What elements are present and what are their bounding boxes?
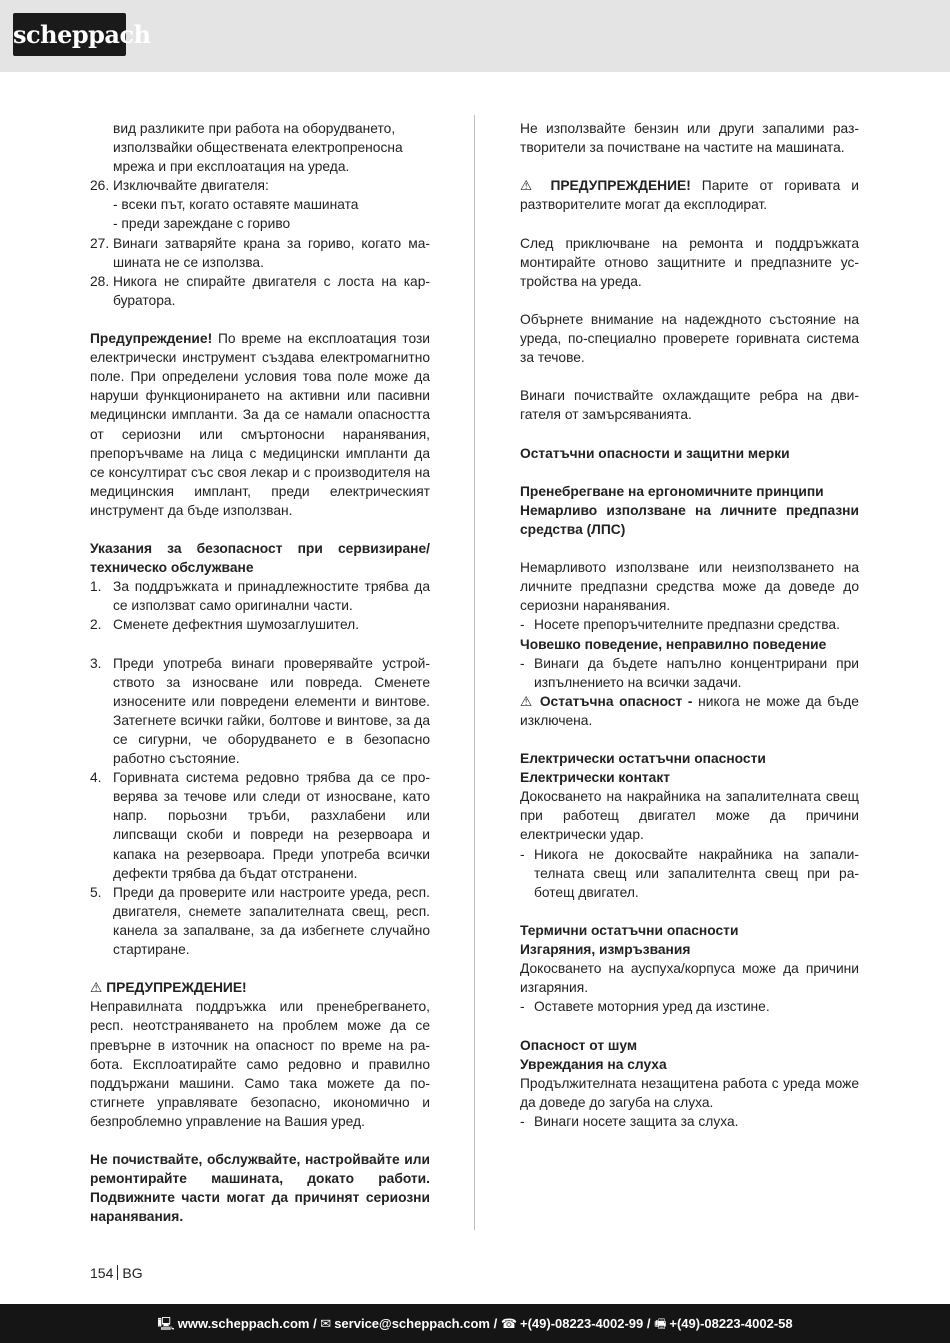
ppe-dash-item [520,615,859,634]
noise-dash-item [520,1112,859,1131]
fax-icon: 🖷 [654,1316,667,1331]
left-column [90,119,430,1226]
list-text: Сменете дефектния шумозаглушител. [113,617,360,633]
list-item-26 [90,176,430,195]
noise-text: Продължителната незащитена работа с уреда може да доведе до загуба на слуха. [520,1075,859,1110]
list-number: 2. [90,617,102,633]
list-number: 28. [90,273,110,289]
residual-risks-heading: Остатъчни опасности и защитни мерки [520,445,790,461]
emf-warning-text: По време на експлоатация този електрически инструмент създава електромагнитно поле. При определени условия това поле може да наруши функционирането на активни или пасивни медицински импланти. За да се намали опасността от сериозни или смъртоносни наранявания, препоръчваме на лица с медицински импланти да се консултират със своя лекар и с производителя на медицинския имплант, преди електрическият инструмент да бъде използван. [90,331,430,518]
thermal-risks-heading: Термични остатъчни опасности [520,922,739,938]
footer-website: www.scheppach.com [177,1316,310,1331]
thermal-dash-item [520,997,859,1016]
footer-separator: / [489,1316,501,1331]
solvent-paragraph: Не използвайте бензин или други запалими разтворители за почистване на частите на машината. [520,121,859,156]
footer-separator: / [643,1316,655,1331]
service-item-1 [90,577,430,615]
reinstall-guards-paragraph: След приключване на ремонта и поддръжката монтирайте отново защитните и предпазните устройства на уреда. [520,235,859,289]
footer-email: service@scheppach.com [334,1316,490,1331]
list-text: Горивната система редовно трябва да се проверява за течове или следи от износване, като напр. порьозни тръби, разхлабени или липсващи скоби и повреди на резервоара и капака на резервоара. Преди употреба всички дефекти трябва да бъдат отстранени. [113,770,430,881]
service-item-2 [90,615,430,634]
dash-text: Оставете моторния уред да изстине. [534,999,770,1015]
list-text: Винаги затваряйте крана за гориво, когато машината не се използва. [113,235,430,270]
ppe-heading: Немарливо използване на личните предпазни средства (ЛПС) [520,502,859,537]
residual-risk-label: Остатъчна опасност - [539,693,693,709]
service-item-4 [90,768,430,883]
dash-text: Винаги да бъдете напълно концентрирани при изпълнението на всички задачи. [534,655,859,690]
list-number: 26. [90,178,110,194]
list-sub-item: - всеки път, когато оставяте машината [113,197,359,213]
vapour-warning-label: ПРЕДУПРЕЖДЕНИЕ! [550,178,691,194]
hearing-damage-heading: Увреждания на слуха [520,1056,667,1072]
dash-marker: - [520,999,525,1015]
intro-line-1: вид разликите при работа на оборудването, [113,121,396,136]
warning-triangle-icon: ⚠ [520,693,535,709]
human-dash-item [520,654,859,692]
list-number: 3. [90,655,102,671]
list-number: 27. [90,235,110,251]
dash-text: Винаги носете защита за слуха. [534,1113,739,1129]
header-bar [0,0,950,72]
electrical-contact-heading: Електрически контакт [520,770,671,786]
list-sub-item: - преди зареждане с гориво [113,216,291,232]
page-number-value: 154 [90,1265,114,1281]
warning-triangle-icon: ⚠ [90,980,103,996]
electrical-text: Докосването на накрайника на запалителната свещ при работещ двигател може да причини електрически удар. [520,789,859,843]
list-text: Никога не спирайте двигателя с лоста на карбуратора. [113,273,430,308]
dash-marker: - [520,617,525,633]
vapour-warning [520,176,859,214]
ppe-text: Немарливото използване или неизползването на личните предпазни средства може да доведе до сериозни наранявания. [520,560,859,614]
list-number: 4. [90,770,102,786]
residual-risk-text: никога не може да бъде изключена. [520,693,859,728]
dash-marker: - [520,846,525,862]
footer-phone: +(49)-08223-4002-99 [520,1316,644,1331]
right-column [520,119,859,1131]
list-text: За поддръжката и принадлежностите трябва да се използват само оригинални части. [113,579,430,614]
cooling-fins-paragraph: Винаги почиствайте охлаждащите ребра на двигателя от замърсяванията. [520,388,859,423]
dash-marker: - [520,1113,525,1129]
footer-fax: +(49)-08223-4002-58 [669,1316,793,1331]
intro-line-3: мрежа и при експлоатация на уреда. [113,159,350,175]
human-behaviour-heading: Човешко поведение, неправилно поведение [520,636,827,652]
emf-warning-paragraph [90,329,430,520]
service-item-5 [90,883,430,959]
residual-risk-note [520,692,859,730]
mail-icon: ✉ [320,1316,332,1331]
list-item-28 [90,272,430,310]
emf-warning-label: Предупреждение! [90,331,213,347]
contact-footer [0,1304,950,1343]
dash-text: Никога не докосвайте накрайника на запалителната свещ или запалителнта свещ при работещ двигател. [534,846,859,900]
dash-marker: - [520,655,525,671]
noise-heading: Опасност от шум [520,1037,638,1053]
intro-line-2: използвайки обществената електропреносна [113,140,403,156]
thermal-text: Докосването на ауспуха/корпуса може да причини изгаряния. [520,961,859,996]
leak-check-paragraph: Обърнете внимание на надеждното състояние на уреда, по-специално проверете горивната система за течове. [520,311,859,366]
list-text: Изключвайте двигателя: [113,178,269,194]
vapour-warning-text: Парите от горивата и разтворителите могат да експлодират. [520,178,859,213]
do-not-service-running-warning: Не почиствайте, обслужвайте, настройвайте или ремонтирайте машината, докато работи. Подвижните части могат да причинят сериозни наранявания. [90,1152,430,1225]
ergonomics-heading: Пренебрегване на ергономичните принципи [520,483,824,499]
list-text: Преди употреба винаги проверявайте устройството за износване или повреда. Сменете износените или повредени елементи и винтове. Затегнете всички гайки, болтове и винтове, за да се сигурни, че оборудването е в безопасно работно състояние. [113,655,430,767]
list-number: 1. [90,579,102,595]
warning-triangle-icon: ⚠ [520,178,540,194]
maintenance-warning-heading [90,978,430,997]
dash-text: Носете препоръчителните предпазни средства. [534,617,840,633]
page-language: BG [122,1265,143,1281]
column-divider [474,115,475,1230]
footer-separator: / [309,1316,321,1331]
electrical-risks-heading: Електрически остатъчни опасности [520,751,766,767]
list-item-27 [90,234,430,272]
maintenance-warning-text: Неправилната поддръжка или пренебрегването, респ. неотстраняването на проблем може да се превърне в източник на опасност по време на работа. Експлоатирайте само редовно и правилно поддържани машини. Само така можете да постигнете управлявате безопасно, икономично и безпроблемно управление на Вашия уред. [90,999,430,1129]
service-item-3 [90,654,430,769]
service-heading: Указания за безопасност при сервизиране/ техническо обслужване [90,541,430,576]
list-number: 5. [90,884,102,900]
page-number [90,1265,143,1281]
electrical-dash-item [520,845,859,902]
scheppach-logo: scheppach [13,13,126,56]
warning-heading-text: ПРЕДУПРЕЖДЕНИЕ! [106,980,247,996]
phone-icon: ☎ [500,1316,518,1331]
computer-icon: 🖳 [157,1316,175,1331]
list-text: Преди да проверите или настроите уреда, респ. двигателя, снемете запалителната свещ, респ. канела за запалване, за да избегнете случайно стартиране. [113,884,430,958]
burns-heading: Изгаряния, измръзвания [520,942,691,958]
